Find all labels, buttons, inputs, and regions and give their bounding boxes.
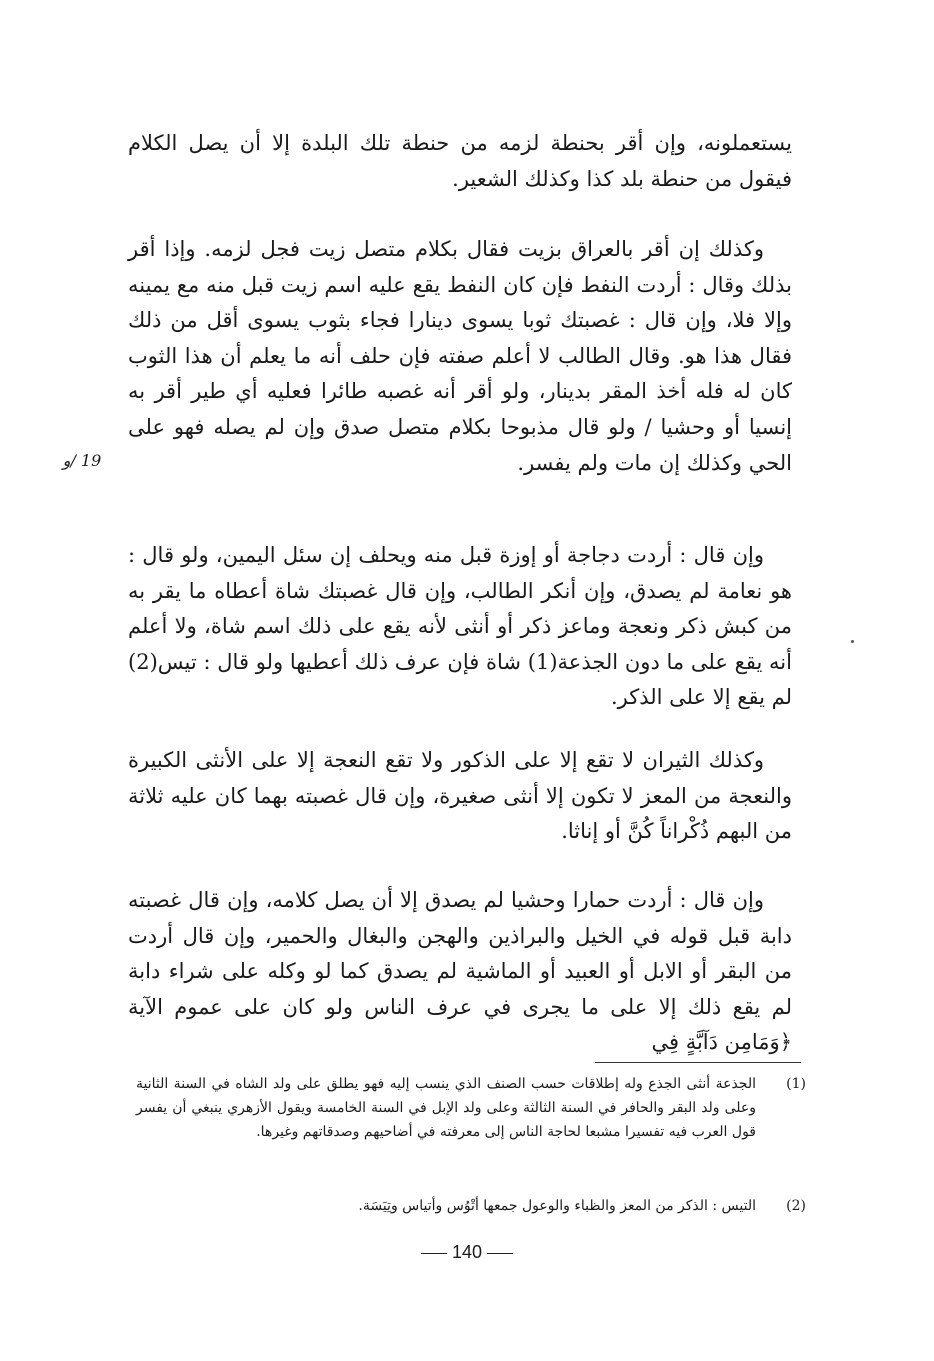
- footnote-1: [136, 1072, 806, 1144]
- footnote-separator: [595, 1062, 801, 1063]
- paragraph-2-text: وكذلك إن أقر بالعراق بزيت فقال بكلام متصل زيت فجل لزمه. وإذا أقر بذلك وقال : أردت النفط فإن كان النفط يقع عليه اسم زيت قبل منه مع يمينه وإلا فلا، وإن قال : غصبتك ثوبا يسوى دينارا فجاء بثوب يسوى أقل من ذلك فقال هذا هو. وقال الطالب لا أعلم صفته فإن حلف أنه ما يعلم أن هذا الثوب كان له فله أخذ المقر بدينار، ولو أقر أنه غصبه طائرا فعليه أي طير أقر به إنسيا أو وحشيا / ولو قال مذبوحا بكلام متصل صدق وإن لم يصله فهو على الحي وكذلك إن مات ولم يفسر.: [128, 237, 792, 475]
- footnote-2: [136, 1194, 806, 1218]
- paragraph-4: [128, 743, 792, 850]
- page-number-dash-right: [487, 1253, 513, 1254]
- paragraph-3: [128, 538, 792, 716]
- paragraph-2: [128, 232, 792, 481]
- footnote-1-text: الجذعة أنثى الجذع وله إطلاقات حسب الصنف الذي ينسب إليه فهو يطلق على ولد الشاه في السنة الثانية وعلى ولد البقر والحافر في السنة الثالثة وعلى ولد الإبل في السنة الخامسة ويقول الأزهري ينبغي أن يفسر قول العرب فيه تفسيرا مشبعا لحاجة الناس إلى معرفته في أضاحيهم وصدقاتهم وغيرها.: [136, 1076, 756, 1140]
- paragraph-5: [128, 883, 792, 1061]
- scan-speck: [851, 640, 854, 643]
- page-number-value: 140: [451, 1242, 483, 1262]
- paragraph-5-text: وإن قال : أردت حمارا وحشيا لم يصدق إلا أن يصل كلامه، وإن قال غصبته دابة قبل قوله في الخيل والبراذين والهجن والبغال والحمير، وإن قال أردت من البقر أو الابل أو العبيد أو الماشية لم يصدق كما لو وكله على شراء دابة لم يقع ذلك إلا على ما يجرى في عرف الناس ولو كان على عموم الآية ﴿وَمَامِن دَآبَّةٍ فِي: [128, 888, 792, 1055]
- footnote-2-number: (2): [786, 1198, 806, 1214]
- page-number: [0, 1242, 934, 1263]
- paragraph-3-text: وإن قال : أردت دجاجة أو إوزة قبل منه ويحلف إن سئل اليمين، ولو قال : هو نعامة لم يصدق، وإن أنكر الطالب، وإن قال غصبتك شاة أعطاه ما يقر به من كبش ذكر ونعجة وماعز ذكر أو أنثى لأنه يقع على ذلك اسم شاة، ولا أعلم أنه يقع على ما دون الجذعة(1) شاة فإن عرف ذلك أعطيها ولو قال : تيس(2) لم يقع إلا على الذكر.: [128, 543, 792, 710]
- footnote-2-text: التيس : الذكر من المعز والظباء والوعول جمعها أتْوُس وأتياس وتِيَسَة.: [358, 1198, 756, 1214]
- footnote-1-number: (1): [786, 1076, 806, 1092]
- paragraph-1-text: يستعملونه، وإن أقر بحنطة لزمه من حنطة تلك البلدة إلا أن يصل الكلام فيقول من حنطة بلد كذا وكذلك الشعير.: [128, 131, 792, 191]
- paragraph-1: [128, 126, 792, 197]
- page-number-dash-left: [421, 1253, 447, 1254]
- folio-margin-note: 19 /و: [62, 451, 102, 470]
- paragraph-4-text: وكذلك الثيران لا تقع إلا على الذكور ولا تقع النعجة إلا على الأنثى الكبيرة والنعجة من المعز لا تكون إلا أنثى صغيرة، وإن قال غصبته بهما كان عليه ثلاثة من البهم ذُكْراناً كُنَّ أو إناثا.: [128, 748, 792, 844]
